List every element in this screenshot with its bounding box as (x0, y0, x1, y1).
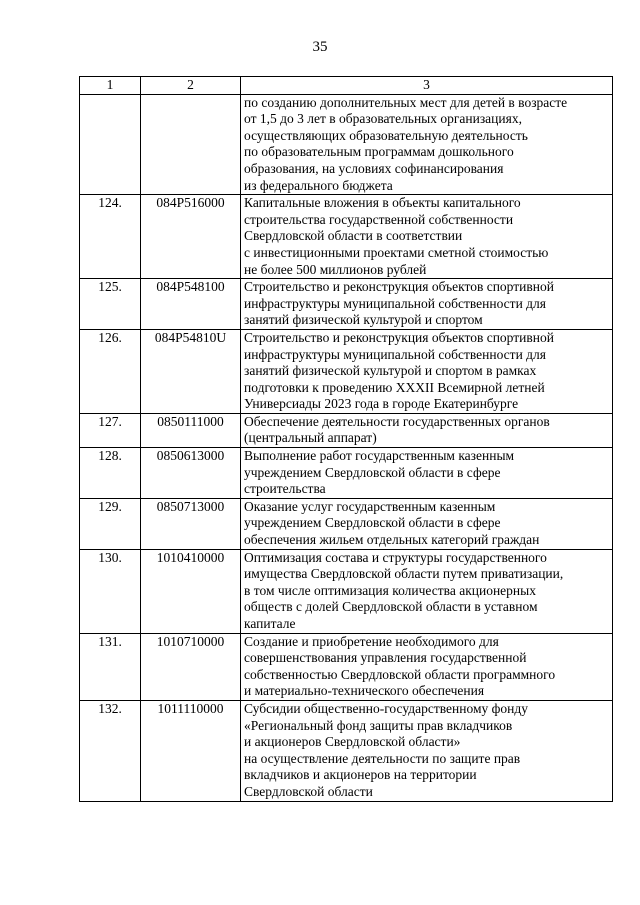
row-description: Оказание услуг государственным казенным учреждением Свердловской области в сфере обеспечения жильем отдельных категорий граждан (241, 498, 613, 549)
row-number: 125. (80, 279, 141, 330)
row-number: 128. (80, 448, 141, 499)
row-code: 0850713000 (141, 498, 241, 549)
row-code: 0850613000 (141, 448, 241, 499)
table-row (80, 448, 613, 499)
row-code: 0850111000 (141, 413, 241, 447)
table-header-row (80, 77, 613, 95)
column-header-1: 1 (80, 77, 141, 95)
row-number: 126. (80, 329, 141, 413)
row-description: Строительство и реконструкция объектов спортивной инфраструктуры муниципальной собственности для занятий физической культурой и спортом в рамках подготовки к проведению XXXII Всемирной летней Универсиады 2023 года в городе Екатеринбурге (241, 329, 613, 413)
row-description: Строительство и реконструкция объектов спортивной инфраструктуры муниципальной собственности для занятий физической культурой и спортом (241, 279, 613, 330)
row-number: 130. (80, 549, 141, 633)
row-number: 127. (80, 413, 141, 447)
page-number: 35 (312, 39, 328, 55)
row-code (141, 94, 241, 195)
table-row (80, 279, 613, 330)
row-code: 1011110000 (141, 700, 241, 801)
table-row (80, 413, 613, 447)
classification-table (79, 76, 613, 802)
column-header-2: 2 (141, 77, 241, 95)
table-row (80, 329, 613, 413)
row-code: 084P54810U (141, 329, 241, 413)
row-code: 1010410000 (141, 549, 241, 633)
table-row (80, 549, 613, 633)
table-row (80, 498, 613, 549)
row-code: 084P548100 (141, 279, 241, 330)
table-row (80, 94, 613, 195)
row-code: 1010710000 (141, 633, 241, 700)
row-description: Капитальные вложения в объекты капитального строительства государственной собственности Свердловской области в соответствии с инвестиционными проектами сметной стоимостью не более 500 миллионов рублей (241, 195, 613, 279)
row-description: Создание и приобретение необходимого для совершенствования управления государственной собственностью Свердловской области программного и материально-технического обеспечения (241, 633, 613, 700)
row-number: 131. (80, 633, 141, 700)
column-header-3: 3 (241, 77, 613, 95)
row-description: Обеспечение деятельности государственных органов (центральный аппарат) (241, 413, 613, 447)
row-description: Оптимизация состава и структуры государственного имущества Свердловской области путем приватизации, в том числе оптимизация количества акционерных обществ с долей Свердловской области в уставном капитале (241, 549, 613, 633)
row-number: 132. (80, 700, 141, 801)
table-row (80, 700, 613, 801)
row-description: Субсидии общественно-государственному фонду «Региональный фонд защиты прав вкладчиков и акционеров Свердловской области» на осуществление деятельности по защите прав вкладчиков и акционеров на территории Свердловской области (241, 700, 613, 801)
row-description: Выполнение работ государственным казенным учреждением Свердловской области в сфере строительства (241, 448, 613, 499)
row-number (80, 94, 141, 195)
table-row (80, 195, 613, 279)
row-number: 124. (80, 195, 141, 279)
row-code: 084P516000 (141, 195, 241, 279)
row-number: 129. (80, 498, 141, 549)
table-row (80, 633, 613, 700)
row-description: по созданию дополнительных мест для детей в возрасте от 1,5 до 3 лет в образовательных организациях, осуществляющих образовательную деятельность по образовательным программам дошкольного образования, на условиях софинансирования из федерального бюджета (241, 94, 613, 195)
